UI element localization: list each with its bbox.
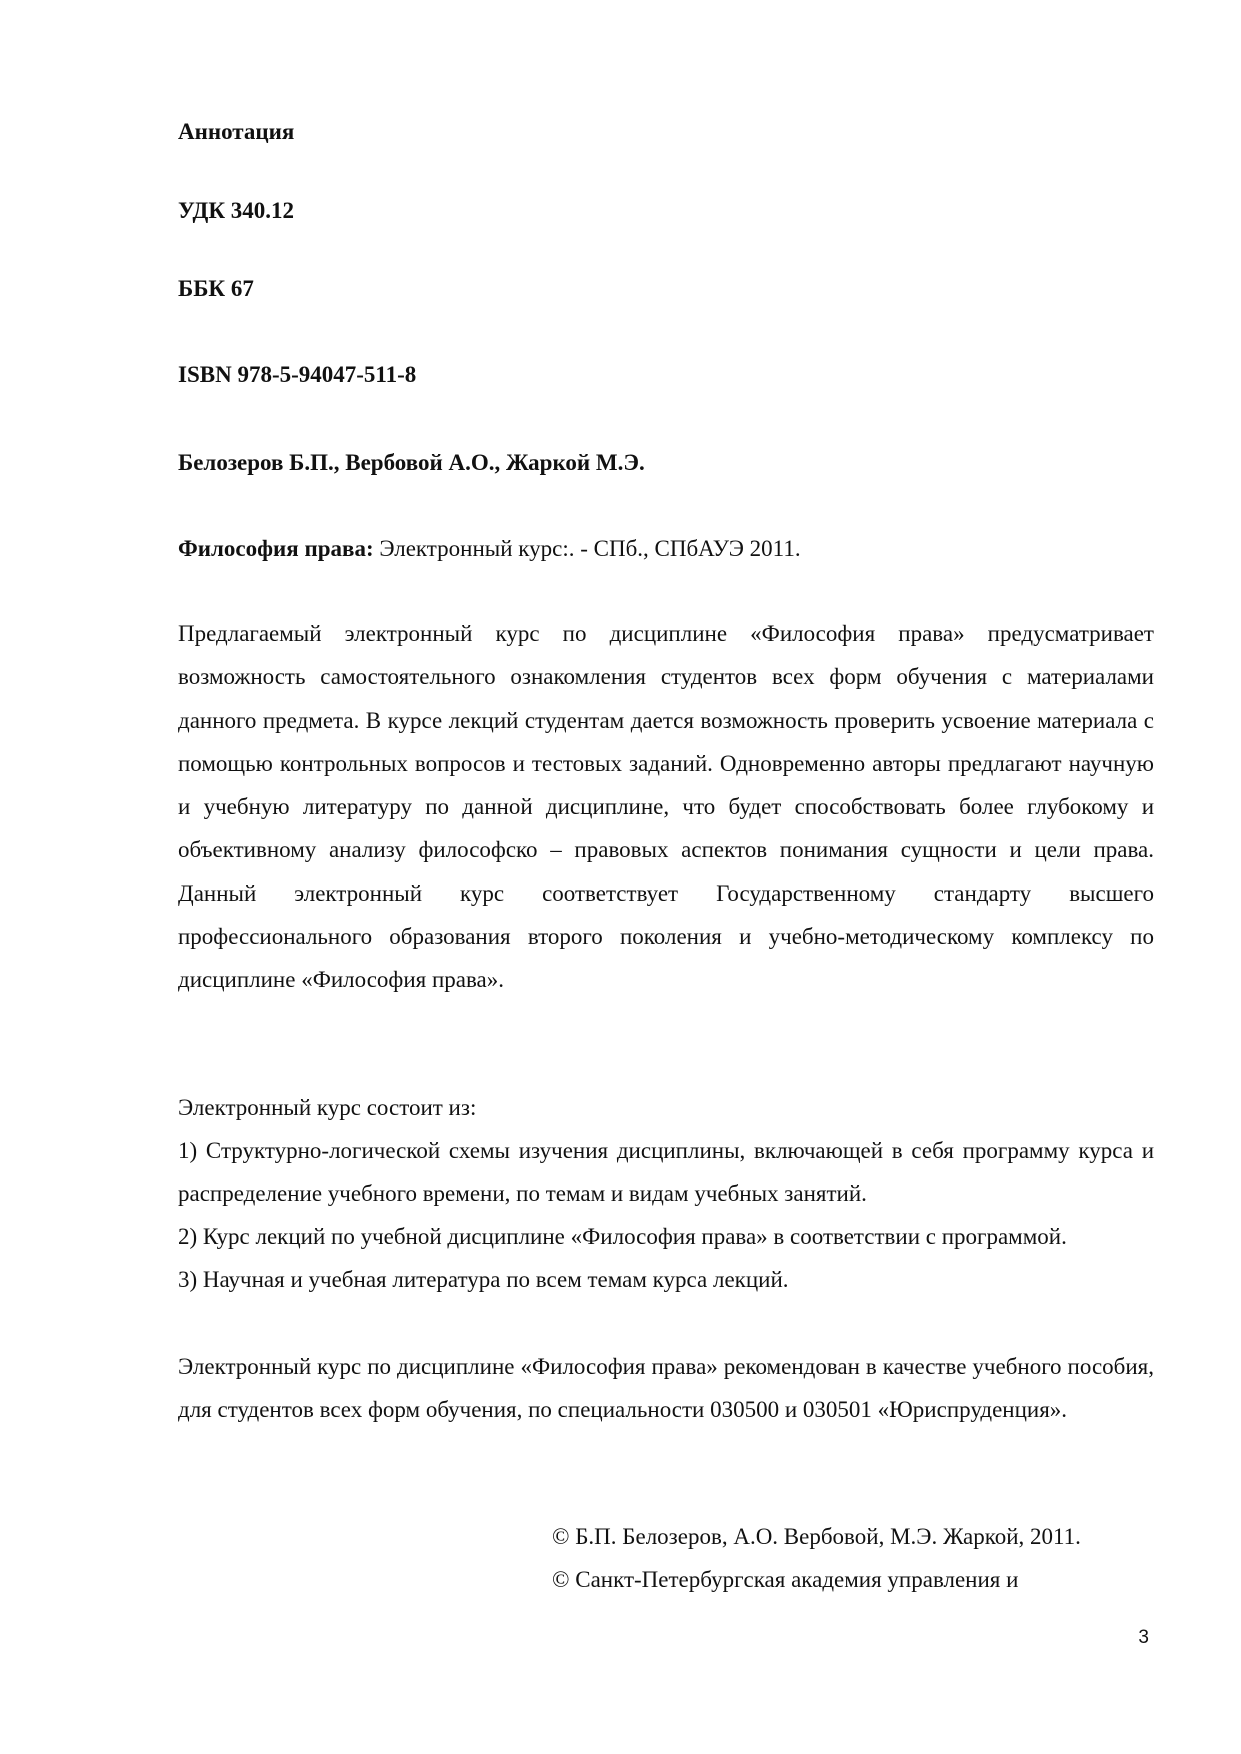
- description-paragraph: Предлагаемый электронный курс по дисциплине «Философия права» предусматривает возможность самостоятельного ознакомления студентов всех форм обучения с материалами данного предмета. В курсе лекций студентам дается возможность проверить усвоение материала с помощью контрольных вопросов и тестовых заданий. Одновременно авторы предлагают научную и учебную литературу по данной дисциплине, что будет способствовать более глубокому и объективному анализу философско – правовых аспектов понимания сущности и цели права. Данный электронный курс соответствует Государственному стандарту высшего профессионального образования второго поколения и учебно-методическому комплексу по дисциплине «Философия права».: [178, 621, 1154, 993]
- citation-details: Электронный курс:. - СПб., СПбАУЭ 2011.: [373, 536, 801, 561]
- udk-code: УДК 340.12: [178, 198, 295, 223]
- annotation-heading: Аннотация: [178, 119, 295, 144]
- composition-item-2: 2) Курс лекций по учебной дисциплине «Философия права» в соответствии с программой.: [178, 1224, 1067, 1249]
- copyright-academy: © Санкт-Петербургская академия управления и: [552, 1567, 1019, 1592]
- authors-line: Белозеров Б.П., Вербовой А.О., Жаркой М.Э.: [178, 450, 645, 475]
- isbn-code: ISBN 978-5-94047-511-8: [178, 362, 417, 387]
- citation-title: Философия права:: [178, 536, 374, 561]
- bbk-code: ББК 67: [178, 276, 254, 301]
- composition-item-1: 1) Структурно-логической схемы изучения дисциплины, включающей в себя программу курса и распределение учебного времени, по темам и видам учебных занятий.: [178, 1138, 1154, 1207]
- composition-intro: Электронный курс состоит из:: [178, 1095, 477, 1120]
- composition-item-3: 3) Научная и учебная литература по всем темам курса лекций.: [178, 1267, 789, 1292]
- citation-line: [178, 535, 801, 563]
- recommendation-paragraph: Электронный курс по дисциплине «Философия права» рекомендован в качестве учебного пособия, для студентов всех форм обучения, по специальности 030500 и 030501 «Юриспруденция».: [178, 1354, 1154, 1423]
- page-number: 3: [1138, 1627, 1149, 1648]
- copyright-authors: © Б.П. Белозеров, А.О. Вербовой, М.Э. Жаркой, 2011.: [552, 1524, 1081, 1549]
